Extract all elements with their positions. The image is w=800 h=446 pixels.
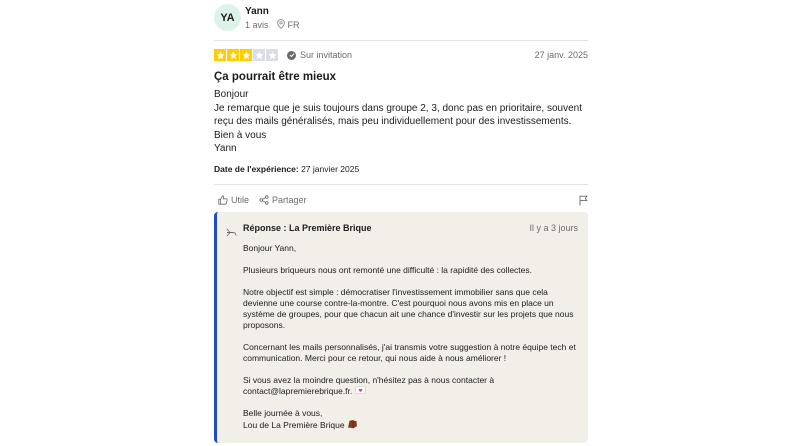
reply-paragraph: Plusieurs briqueurs nous ont remonté une difficulté : la rapidité des collectes. [243, 265, 533, 275]
star-filled-icon [214, 49, 226, 61]
invitation-badge[interactable] [287, 50, 352, 60]
share-button[interactable] [259, 195, 307, 205]
reply-body [243, 243, 578, 432]
thumbs-up-icon [218, 195, 228, 205]
useful-button[interactable] [218, 195, 249, 205]
divider [214, 40, 588, 41]
heart-letter-icon [355, 386, 366, 397]
review-line: Bonjour [214, 89, 249, 100]
avatar[interactable]: YA [214, 4, 241, 31]
share-icon [259, 195, 269, 205]
brick-icon [347, 419, 358, 432]
reply-time: Il y a 3 jours [529, 223, 578, 233]
reviewer-meta [245, 19, 300, 31]
review-date: 27 janv. 2025 [534, 50, 588, 60]
report-flag-icon[interactable] [579, 195, 588, 208]
star-filled-icon [227, 49, 239, 61]
star-empty-icon [266, 49, 278, 61]
reply-sign-line: Lou de La Première Brique [243, 420, 345, 430]
reply-signature [243, 408, 578, 432]
experience-date [214, 164, 359, 174]
reply-paragraph [243, 375, 578, 397]
reviewer-name[interactable]: Yann [245, 6, 269, 17]
experience-value: 27 janvier 2025 [301, 164, 360, 174]
reply-arrow-icon [226, 224, 237, 242]
review-actions [218, 195, 588, 207]
review-line: Yann [214, 143, 237, 155]
location-pin-icon [277, 19, 285, 31]
review-line: Bien à vous [214, 129, 267, 141]
reviewer-country: FR [287, 20, 300, 30]
useful-label: Utile [231, 195, 250, 205]
divider [214, 184, 588, 185]
experience-label: Date de l'expérience: [214, 164, 299, 174]
star-filled-icon [240, 49, 252, 61]
review-title: Ça pourrait être mieux [214, 71, 337, 83]
review-line: Je remarque que je suis toujours dans groupe 2, 3, donc pas en prioritaire, souvent reçu des mails généralisés, mais peu individuellement pour des investissements. [214, 102, 582, 128]
star-rating [214, 49, 278, 61]
reply-heading: Réponse : La Première Brique [243, 223, 372, 233]
share-label: Partager [272, 195, 307, 205]
star-empty-icon [253, 49, 265, 61]
reply-greeting: Bonjour Yann, [243, 243, 297, 253]
reply-sign-line: Belle journée à vous, [243, 408, 323, 419]
reply-paragraph: Concernant les mails personnalisés, j'ai transmis votre suggestion à notre équipe tech et communication. Merci pour ce retour, qui nous aide à nous améliorer ! [243, 342, 576, 363]
review-body [214, 88, 588, 156]
invitation-label: Sur invitation [300, 50, 353, 60]
check-icon [287, 51, 296, 60]
reply-paragraph: Notre objectif est simple : démocratiser l'investissement immobilier sans que cela devienne une course contre-la-montre. C'est pourquoi nous avons mis en place un système de groupes, pour que chacun ait une chance d'investir sur les projets que nous proposons. [243, 287, 574, 330]
rating-row [214, 49, 588, 63]
review-count: 1 avis [245, 20, 269, 30]
company-reply [214, 212, 588, 443]
reply-contact-text: Si vous avez la moindre question, n'hésitez pas à nous contacter à contact@lapremierebrique.fr. [243, 375, 495, 396]
